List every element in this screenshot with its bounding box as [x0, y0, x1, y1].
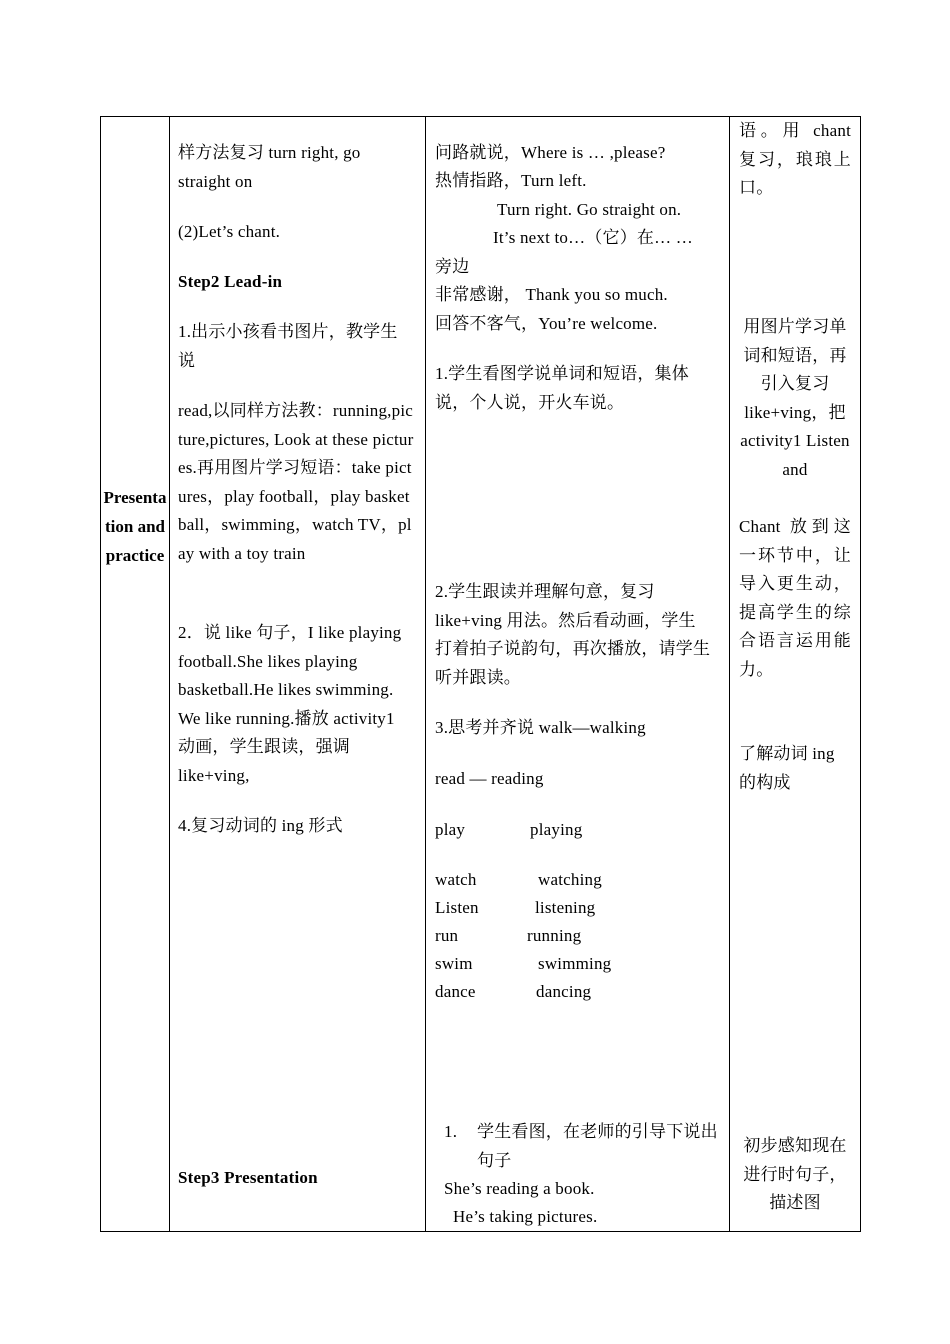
- ing-pair-row: [435, 950, 725, 979]
- leadin-vocab-text: read,以同样方法教：running,picture,pictures, Look at these pictures.再用图片学习短语：take pictures，play football，play basketball，swimming，watch TV，play with a toy train: [178, 401, 414, 563]
- ing-pair-row: [435, 894, 725, 923]
- ing-form: running: [527, 926, 582, 945]
- leadin-step4-text: 4.复习动词的 ing 形式: [178, 816, 343, 835]
- ing-pair-row: [435, 922, 725, 951]
- presentation-item-text: 学生看图，在老师的引导下说出句子: [477, 1122, 718, 1170]
- presentation-item-number: 1.: [444, 1122, 458, 1141]
- intent-leadin-text: Chant 放到这一环节中，让导入更生动，提高学生的综合语言运用能力。: [739, 517, 851, 679]
- intent-ing-text: 了解动词 ing 的构成: [739, 744, 835, 792]
- ing-form: playing: [530, 820, 583, 839]
- ing-base-verb: dance: [435, 982, 476, 1001]
- leadin-step2-text: 2．说 like 句子，I like playing football.She likes playing basketball.He likes swimming. We like running.播放 activity1 动画，学生跟读，强调 like+ving,: [178, 623, 402, 785]
- ing-pair-row: [435, 978, 725, 1007]
- student-step2-text: 2.学生跟读并理解句意，复习 like+ving 用法。然后看动画，学生打着拍子说韵句，再次播放，请学生听并跟读。: [435, 582, 711, 687]
- ing-pair-row: [435, 866, 725, 895]
- ing-form: watching: [538, 870, 602, 889]
- direction-line-1: 问路就说，Where is … ,please?: [435, 143, 666, 162]
- direction-line-5: 旁边: [435, 257, 470, 276]
- leadin-step1-text: 1.出示小孩看书图片，教学生说: [178, 322, 398, 370]
- example-sentence-2: He’s taking pictures.: [453, 1207, 598, 1226]
- direction-line-7: 回答不客气，You’re welcome.: [435, 314, 658, 333]
- direction-line-4: It’s next to…（它）在… …: [493, 228, 693, 247]
- direction-line-3: Turn right. Go straight on.: [497, 200, 682, 219]
- direction-line-2: 热情指路，Turn left.: [435, 171, 587, 190]
- chant-text: (2)Let’s chant.: [178, 222, 281, 241]
- student-step1-text: 1.学生看图学说单词和短语，集体说，个人说，开火车说。: [435, 364, 689, 412]
- teacher-activity-cell: [170, 117, 426, 1232]
- direction-line-6: 非常感谢， Thank you so much.: [435, 285, 668, 304]
- stage-cell: [101, 117, 170, 1232]
- ing-base-verb: run: [435, 926, 459, 945]
- ing-form: swimming: [538, 954, 612, 973]
- step3-heading: Step3 Presentation: [178, 1168, 318, 1187]
- ing-form: listening: [535, 898, 596, 917]
- ing-base-verb: Listen: [435, 898, 479, 917]
- ing-example-read: read — reading: [435, 769, 544, 788]
- lesson-plan-table: [100, 116, 861, 1232]
- intent-vocab-text: 用图片学习单词和短语，再引入复习 like+ving，把 activity1 Listen and: [740, 317, 850, 479]
- example-sentence-1: She’s reading a book.: [444, 1179, 595, 1198]
- stage-label: Presentation and practice: [103, 488, 167, 565]
- intent-presentation-text: 初步感知现在进行时句子，描述图: [743, 1136, 847, 1212]
- student-step3-text: 3.思考并齐说 walk—walking: [435, 718, 646, 737]
- ing-base-verb: swim: [435, 954, 473, 973]
- intent-chant-text: 语。用 chant 复习，琅琅上口。: [739, 121, 851, 197]
- ing-base-verb: watch: [435, 870, 477, 889]
- ing-base-verb: play: [435, 820, 466, 839]
- ing-pair-row: [435, 816, 725, 845]
- student-activity-cell: [426, 117, 730, 1232]
- step2-heading: Step2 Lead-in: [178, 272, 283, 291]
- design-intent-cell: [730, 117, 861, 1232]
- ing-form: dancing: [536, 982, 592, 1001]
- review-text: 样方法复习 turn right, go straight on: [178, 143, 361, 191]
- table-row: [101, 117, 861, 1232]
